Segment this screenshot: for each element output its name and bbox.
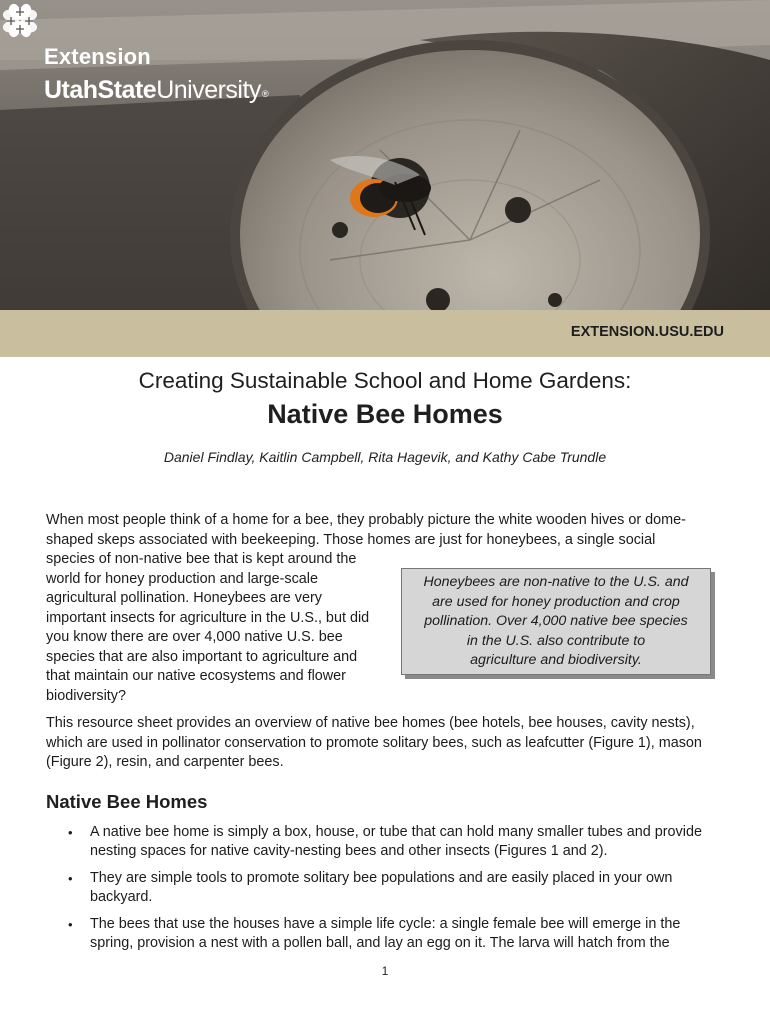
section-heading: Native Bee Homes <box>46 791 208 812</box>
callout-line: are used for honey production and crop <box>432 593 680 610</box>
header-band <box>0 310 770 357</box>
registered-mark: ® <box>261 89 269 99</box>
brand-extension-label: Extension <box>44 44 151 69</box>
intro-narrow-text: species of non-native bee that is kept around the world for honey production and large-scale agricultural pollination. Honeybees are very important insects for agriculture in the U.S., but did you know there are over 4,000 native U.S. bee species that are also important to agriculture and that maintain our native ecosystems and flower biodiversity? <box>46 551 370 704</box>
bullet-list <box>46 823 726 961</box>
4h-clover-icon <box>0 0 40 42</box>
callout-line: Honeybees are non-native to the U.S. and <box>423 574 689 590</box>
website-link[interactable]: EXTENSION.USU.EDU <box>570 324 724 340</box>
list-item-text: They are simple tools to promote solitary bee populations and are easily placed in your own backyard. <box>90 870 673 905</box>
callout-line: in the U.S. also contribute to <box>466 632 646 649</box>
document-subtitle: Creating Sustainable School and Home Gardens: <box>138 368 632 393</box>
brand-university-label <box>44 76 268 105</box>
list-item-text: A native bee home is simply a box, house, or tube that can hold many smaller tubes and provide nesting spaces for native cavity-nesting bees and other insects (Figures 1 and 2). <box>90 824 702 859</box>
brand-utahstate: UtahState <box>44 76 157 104</box>
intro-wide-text: When most people think of a home for a bee, they probably picture the white wooden hives or dome-shaped skeps associated with beekeeping. Those homes are just for honeybees, a single social <box>46 512 686 548</box>
bullet-icon: • <box>68 917 73 932</box>
callout-box <box>401 568 711 675</box>
document-title: Native Bee Homes <box>267 399 503 429</box>
hero-photo <box>0 0 770 310</box>
usu-extension-logo[interactable] <box>44 44 268 105</box>
callout-line: pollination. Over 4,000 native bee species <box>424 613 688 629</box>
callout-line: agriculture and biodiversity. <box>470 652 642 668</box>
list-item <box>46 869 726 907</box>
bullet-icon: • <box>68 825 73 840</box>
list-item <box>46 915 726 953</box>
brand-university: University <box>156 76 261 104</box>
overview-paragraph: This resource sheet provides an overview of native bee homes (bee hotels, bee houses, cavity nests), which are used in pollinator conservation to promote solitary bees, such as leafcutter (Figure 1), mason (Figure 2), resin, and carpenter bees. <box>46 715 702 770</box>
page-number: 1 <box>381 964 389 978</box>
bullet-icon: • <box>68 871 73 886</box>
list-item <box>46 823 726 861</box>
list-item-text: The bees that use the houses have a simple life cycle: a single female bee will emerge in the spring, provision a nest with a pollen ball, and lay an egg on it. The larva will hatch from the <box>90 916 681 951</box>
document-authors: Daniel Findlay, Kaitlin Campbell, Rita Hagevik, and Kathy Cabe Trundle <box>163 449 607 465</box>
